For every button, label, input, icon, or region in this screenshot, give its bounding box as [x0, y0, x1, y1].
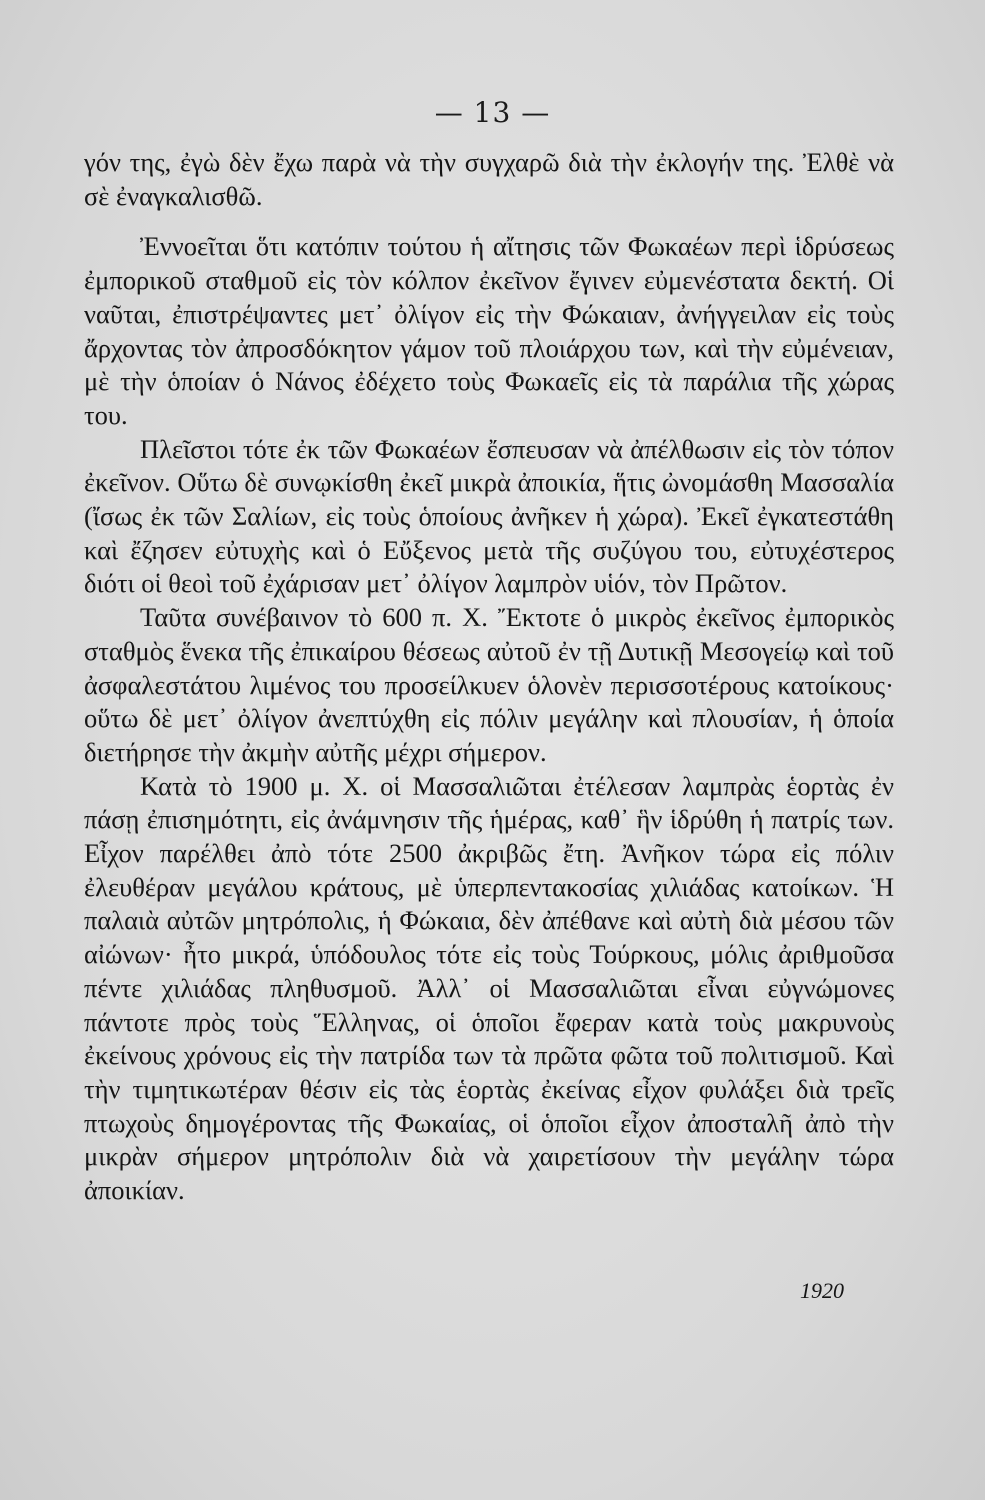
paragraph-2: Ἐννοεῖται ὅτι κατόπιν τούτου ἡ αἴτησις τῶν Φωκαέων περὶ ἱδρύσεως ἐμπορικοῦ σταθμοῦ εἰς τὸν κόλπον ἐκεῖνον ἔγινεν εὐμενέστατα δεκτή. Οἱ ναῦται, ἐπιστρέψαντες μετ᾽ ὀλίγον εἰς τὴν Φώκαιαν, ἀνήγγειλαν εἰς τοὺς ἄρχοντας τὸν ἀπροσδόκητον γάμον τοῦ πλοιάρχου των, καὶ τὴν εὐμένειαν, μὲ τὴν ὁποίαν ὁ Νάνος ἐδέχετο τοὺς Φωκαεῖς εἰς τὰ παράλια τῆς χώρας του. [84, 231, 894, 430]
paragraph-1: γόν της, ἐγὼ δὲν ἔχω παρὰ νὰ τὴν συγχαρῶ διὰ τὴν ἐκλογήν της. Ἐλθὲ νὰ σὲ ἐναγκαλισθῶ. [84, 147, 894, 211]
paragraph-3: Πλεῖστοι τότε ἐκ τῶν Φωκαέων ἔσπευσαν νὰ ἀπέλθωσιν εἰς τὸν τόπον ἐκεῖνον. Οὕτω δὲ συνῳκίσθη ἐκεῖ μικρὰ ἀποικία, ἥτις ὠνομάσθη Μασσαλία (ἴσως ἐκ τῶν Σαλίων, εἰς τοὺς ὁποίους ἀνῆκεν ἡ χώρα). Ἐκεῖ ἐγκατεστάθη καὶ ἔζησεν εὐτυχὴς καὶ ὁ Εὔξενος μετὰ τῆς συζύγου του, εὐτυχέστερος διότι οἱ θεοὶ τοῦ ἐχάρισαν μετ᾽ ὀλίγον λαμπρὸν υἱόν, τὸν Πρῶτον. [84, 433, 894, 599]
paragraph-5: Κατὰ τὸ 1900 μ. Χ. οἱ Μασσαλιῶται ἐτέλεσαν λαμπρὰς ἑορτὰς ἐν πάσῃ ἐπισημότητι, εἰς ἀνάμνησιν τῆς ἡμέρας, καθ᾽ ἣν ἱδρύθη ἡ πατρίς των. Εἶχον παρέλθει ἀπὸ τότε 2500 ἀκριβῶς ἔτη. Ἀνῆκον τώρα εἰς πόλιν ἐλευθέραν μεγάλου κράτους, μὲ ὑπερπεντακοσίας χιλιάδας κατοίκων. Ἡ παλαιὰ αὐτῶν μητρόπολις, ἡ Φώκαια, δὲν ἀπέθανε καὶ αὐτὴ διὰ μέσου τῶν αἰώνων· ἦτο μικρά, ὑπόδουλος τότε εἰς τοὺς Τούρκους, μόλις ἀριθμοῦσα πέντε χιλιάδας πληθυσμοῦ. Ἀλλ᾽ οἱ Μασσαλιῶται εἶναι εὐγνώμονες πάντοτε πρὸς τοὺς Ἕλληνας, οἱ ὁποῖοι ἔφεραν κατὰ τοὺς μακρυνοὺς ἐκείνους χρόνους εἰς τὴν πατρίδα των τὰ πρῶτα φῶτα τοῦ πολιτισμοῦ. Καὶ τὴν τιμητικωτέραν θέσιν εἰς τὰς ἑορτὰς ἐκείνας εἶχον φυλάξει διὰ τρεῖς πτωχοὺς δημογέροντας τῆς Φωκαίας, οἱ ὁποῖοι εἶχον ἀποσταλῆ ἀπὸ τὴν μικρὰν σήμερον μητρόπολιν διὰ νὰ χαιρετίσουν τὴν μεγάλην τώρα ἀποικίαν. [84, 770, 894, 1206]
year-signature: 1920 [800, 1278, 844, 1303]
page-number: — 13 — [434, 96, 551, 129]
body-text [84, 146, 894, 1208]
paragraph-4: Ταῦτα συνέβαινον τὸ 600 π. Χ. Ἔκτοτε ὁ μικρὸς ἐκεῖνος ἐμπορικὸς σταθμὸς ἕνεκα τῆς ἐπικαίρου θέσεως αὐτοῦ ἐν τῇ Δυτικῇ Μεσογείῳ καὶ τοῦ ἀσφαλεστάτου λιμένος του προσείλκυεν ὁλονὲν περισσοτέρους κατοίκους· οὕτω δὲ μετ᾽ ὀλίγον ἀνεπτύχθη εἰς πόλιν μεγάλην καὶ πλουσίαν, ἡ ὁποία διετήρησε τὴν ἀκμὴν αὐτῆς μέχρι σήμερον. [84, 602, 894, 767]
